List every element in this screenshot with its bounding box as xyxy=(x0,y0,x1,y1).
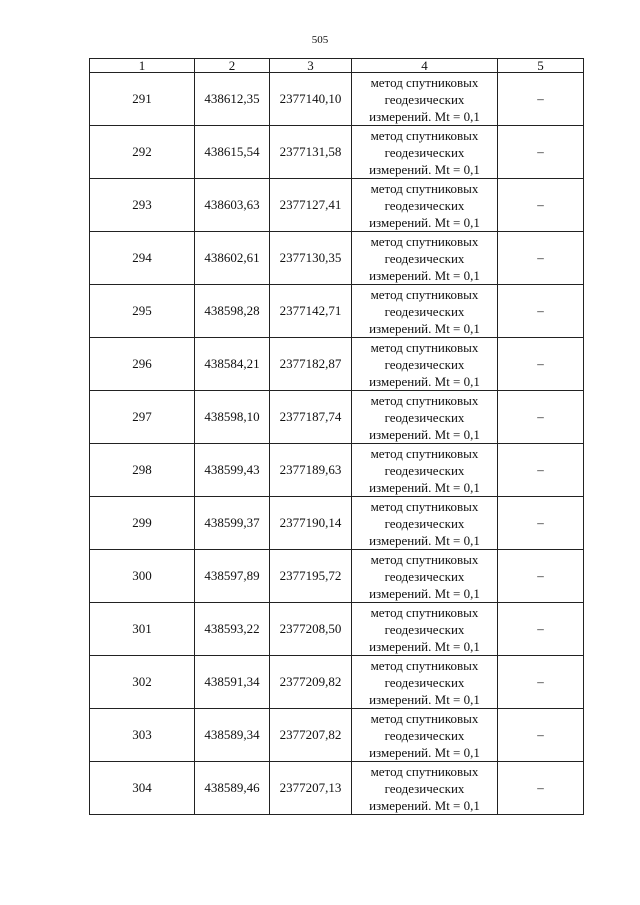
column-header: 4 xyxy=(352,59,498,73)
method-line: метод спутниковых xyxy=(370,657,479,673)
note-cell: – xyxy=(498,656,584,709)
x-coordinate-cell: 438615,54 xyxy=(195,126,270,179)
y-coordinate-cell: 2377195,72 xyxy=(270,550,352,603)
method-line: метод спутниковых xyxy=(370,339,479,355)
point-number-cell: 293 xyxy=(90,179,195,232)
note-cell: – xyxy=(498,762,584,815)
table-row xyxy=(90,338,584,391)
method-line: измерений. Mt = 0,1 xyxy=(369,108,480,124)
x-coordinate-cell: 438589,46 xyxy=(195,762,270,815)
table-row xyxy=(90,126,584,179)
point-number-cell: 301 xyxy=(90,603,195,656)
method-line: измерений. Mt = 0,1 xyxy=(369,479,480,495)
note-cell: – xyxy=(498,709,584,762)
note-cell: – xyxy=(498,126,584,179)
note-cell: – xyxy=(498,285,584,338)
method-line: измерений. Mt = 0,1 xyxy=(369,691,480,707)
x-coordinate-cell: 438593,22 xyxy=(195,603,270,656)
note-cell: – xyxy=(498,391,584,444)
x-coordinate-cell: 438602,61 xyxy=(195,232,270,285)
note-cell: – xyxy=(498,338,584,391)
x-coordinate-cell: 438584,21 xyxy=(195,338,270,391)
x-coordinate-cell: 438599,37 xyxy=(195,497,270,550)
x-coordinate-cell: 438612,35 xyxy=(195,73,270,126)
x-coordinate-cell: 438599,43 xyxy=(195,444,270,497)
x-coordinate-cell: 438603,63 xyxy=(195,179,270,232)
method-line: измерений. Mt = 0,1 xyxy=(369,532,480,548)
y-coordinate-cell: 2377127,41 xyxy=(270,179,352,232)
point-number-cell: 297 xyxy=(90,391,195,444)
column-header: 5 xyxy=(498,59,584,73)
method-line: измерений. Mt = 0,1 xyxy=(369,797,480,813)
method-line: геодезических xyxy=(384,144,465,160)
method-line: геодезических xyxy=(384,91,465,107)
x-coordinate-cell: 438597,89 xyxy=(195,550,270,603)
method-line: измерений. Mt = 0,1 xyxy=(369,585,480,601)
method-line: измерений. Mt = 0,1 xyxy=(369,426,480,442)
method-cell xyxy=(352,497,498,550)
method-line: геодезических xyxy=(384,250,465,266)
point-number-cell: 302 xyxy=(90,656,195,709)
method-line: геодезических xyxy=(384,568,465,584)
x-coordinate-cell: 438589,34 xyxy=(195,709,270,762)
table-row xyxy=(90,497,584,550)
method-line: метод спутниковых xyxy=(370,180,479,196)
table-row xyxy=(90,550,584,603)
y-coordinate-cell: 2377187,74 xyxy=(270,391,352,444)
method-line: метод спутниковых xyxy=(370,551,479,567)
method-cell xyxy=(352,550,498,603)
x-coordinate-cell: 438598,10 xyxy=(195,391,270,444)
method-cell xyxy=(352,762,498,815)
table-row xyxy=(90,603,584,656)
method-line: геодезических xyxy=(384,409,465,425)
y-coordinate-cell: 2377142,71 xyxy=(270,285,352,338)
point-number-cell: 303 xyxy=(90,709,195,762)
method-cell xyxy=(352,444,498,497)
method-line: измерений. Mt = 0,1 xyxy=(369,638,480,654)
note-cell: – xyxy=(498,497,584,550)
y-coordinate-cell: 2377182,87 xyxy=(270,338,352,391)
y-coordinate-cell: 2377130,35 xyxy=(270,232,352,285)
method-line: метод спутниковых xyxy=(370,233,479,249)
y-coordinate-cell: 2377190,14 xyxy=(270,497,352,550)
y-coordinate-cell: 2377207,13 xyxy=(270,762,352,815)
table-header-row xyxy=(90,59,584,73)
point-number-cell: 296 xyxy=(90,338,195,391)
table-row xyxy=(90,179,584,232)
method-line: метод спутниковых xyxy=(370,392,479,408)
column-header: 1 xyxy=(90,59,195,73)
method-line: метод спутниковых xyxy=(370,710,479,726)
note-cell: – xyxy=(498,179,584,232)
note-cell: – xyxy=(498,550,584,603)
point-number-cell: 291 xyxy=(90,73,195,126)
method-line: метод спутниковых xyxy=(370,763,479,779)
table-row xyxy=(90,73,584,126)
method-cell xyxy=(352,391,498,444)
method-line: геодезических xyxy=(384,462,465,478)
method-cell xyxy=(352,285,498,338)
table-row xyxy=(90,444,584,497)
x-coordinate-cell: 438591,34 xyxy=(195,656,270,709)
method-cell xyxy=(352,179,498,232)
method-line: метод спутниковых xyxy=(370,127,479,143)
method-line: метод спутниковых xyxy=(370,286,479,302)
column-header: 3 xyxy=(270,59,352,73)
method-line: метод спутниковых xyxy=(370,604,479,620)
method-cell xyxy=(352,126,498,179)
note-cell: – xyxy=(498,232,584,285)
method-line: геодезических xyxy=(384,356,465,372)
method-line: измерений. Mt = 0,1 xyxy=(369,744,480,760)
point-number-cell: 299 xyxy=(90,497,195,550)
y-coordinate-cell: 2377189,63 xyxy=(270,444,352,497)
page-number: 505 xyxy=(311,34,329,46)
method-cell xyxy=(352,709,498,762)
table-body xyxy=(90,73,584,815)
method-cell xyxy=(352,603,498,656)
point-number-cell: 298 xyxy=(90,444,195,497)
y-coordinate-cell: 2377140,10 xyxy=(270,73,352,126)
coordinates-table xyxy=(89,58,584,815)
x-coordinate-cell: 438598,28 xyxy=(195,285,270,338)
note-cell: – xyxy=(498,603,584,656)
point-number-cell: 292 xyxy=(90,126,195,179)
method-cell xyxy=(352,232,498,285)
table-row xyxy=(90,762,584,815)
method-line: метод спутниковых xyxy=(370,445,479,461)
method-line: геодезических xyxy=(384,674,465,690)
method-cell xyxy=(352,338,498,391)
table-row xyxy=(90,285,584,338)
method-line: метод спутниковых xyxy=(370,498,479,514)
method-line: геодезических xyxy=(384,515,465,531)
point-number-cell: 304 xyxy=(90,762,195,815)
method-line: геодезических xyxy=(384,780,465,796)
column-header: 2 xyxy=(195,59,270,73)
method-line: измерений. Mt = 0,1 xyxy=(369,320,480,336)
table-row xyxy=(90,232,584,285)
y-coordinate-cell: 2377131,58 xyxy=(270,126,352,179)
y-coordinate-cell: 2377208,50 xyxy=(270,603,352,656)
note-cell: – xyxy=(498,444,584,497)
y-coordinate-cell: 2377207,82 xyxy=(270,709,352,762)
method-line: измерений. Mt = 0,1 xyxy=(369,214,480,230)
table-row xyxy=(90,709,584,762)
method-cell xyxy=(352,73,498,126)
method-line: геодезических xyxy=(384,197,465,213)
method-line: измерений. Mt = 0,1 xyxy=(369,161,480,177)
point-number-cell: 294 xyxy=(90,232,195,285)
table-row xyxy=(90,656,584,709)
table-row xyxy=(90,391,584,444)
method-line: геодезических xyxy=(384,303,465,319)
method-line: геодезических xyxy=(384,621,465,637)
method-line: геодезических xyxy=(384,727,465,743)
y-coordinate-cell: 2377209,82 xyxy=(270,656,352,709)
point-number-cell: 300 xyxy=(90,550,195,603)
note-cell: – xyxy=(498,73,584,126)
method-line: измерений. Mt = 0,1 xyxy=(369,373,480,389)
method-cell xyxy=(352,656,498,709)
method-line: измерений. Mt = 0,1 xyxy=(369,267,480,283)
point-number-cell: 295 xyxy=(90,285,195,338)
method-line: метод спутниковых xyxy=(370,74,479,90)
